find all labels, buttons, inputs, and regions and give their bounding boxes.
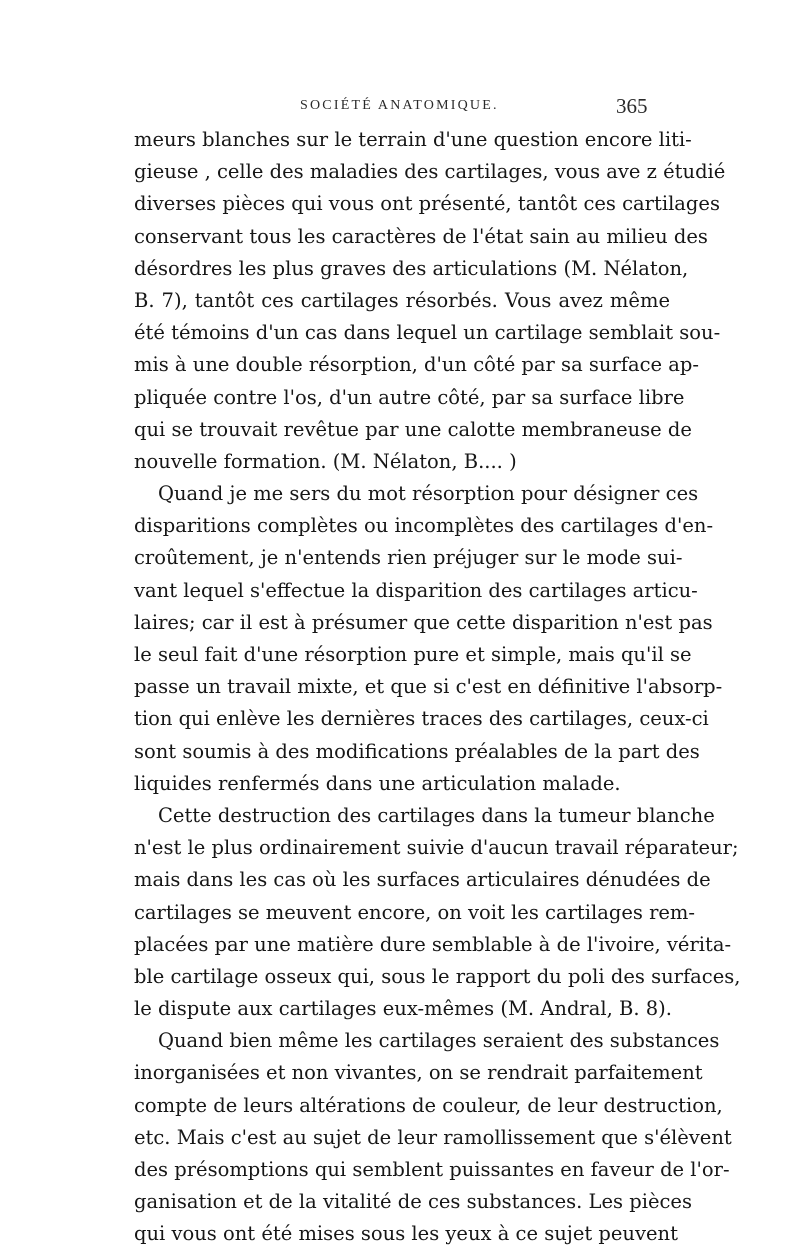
text-line: placées par une matière dure semblable à de l'ivoire, vérita- xyxy=(134,932,732,956)
text-line: B. 7), tantôt ces cartilages résorbés. Vous avez même xyxy=(134,288,670,312)
text-line: compte de leurs altérations de couleur, de leur destruction, xyxy=(134,1093,723,1117)
text-line: inorganisées et non vivantes, on se rendrait parfaitement xyxy=(134,1061,703,1085)
text-line: gieuse , celle des maladies des cartilages, vous ave z étudié xyxy=(134,160,726,184)
text-line: Cette destruction des cartilages dans la tumeur blanche xyxy=(158,803,715,827)
text-line: ble cartilage osseux qui, sous le rapport du poli des surfaces, xyxy=(134,964,741,988)
text-line: mis à une double résorption, d'un côté par sa surface ap- xyxy=(134,353,699,377)
text-line: laires; car il est à présumer que cette disparition n'est pas xyxy=(134,610,713,634)
text-line: n'est le plus ordinairement suivie d'aucun travail réparateur; xyxy=(134,836,739,860)
text-line: des présomptions qui semblent puissantes en faveur de l'or- xyxy=(134,1158,730,1181)
text-line: désordres les plus graves des articulations (M. Nélaton, xyxy=(134,256,689,280)
text-line: sont soumis à des modifications préalables de la part des xyxy=(134,739,700,763)
text-line: le dispute aux cartilages eux-mêmes (M. Andral, B. 8). xyxy=(134,997,672,1021)
text-line: nouvelle formation. (M. Nélaton, B.... ) xyxy=(134,449,517,473)
running-head xyxy=(0,94,800,124)
text-line: conservant tous les caractères de l'état sain au milieu des xyxy=(134,224,708,248)
text-line: mais dans les cas où les surfaces articulaires dénudées de xyxy=(134,868,711,892)
text-line: croûtement, je n'entends rien préjuger sur le mode sui- xyxy=(134,546,683,570)
text-line: cartilages se meuvent encore, on voit les cartilages rem- xyxy=(134,900,696,924)
text-line: qui vous ont été mises sous les yeux à ce sujet peuvent xyxy=(134,1222,678,1246)
page-number: 365 xyxy=(616,94,648,118)
text-line: meurs blanches sur le terrain d'une question encore liti- xyxy=(134,128,692,151)
text-line: etc. Mais c'est au sujet de leur ramollissement que s'élèvent xyxy=(134,1125,732,1149)
text-line: qui se trouvait revêtue par une calotte membraneuse de xyxy=(134,417,692,441)
text-line: tion qui enlève les dernières traces des cartilages, ceux-ci xyxy=(134,707,709,731)
text-line: passe un travail mixte, et que si c'est en définitive l'absorp- xyxy=(134,675,723,699)
text-line: vant lequel s'effectue la disparition des cartilages articu- xyxy=(134,578,698,602)
text-line: été témoins d'un cas dans lequel un cartilage semblait sou- xyxy=(134,321,721,345)
text-line: Quand bien même les cartilages seraient des substances xyxy=(158,1029,720,1053)
text-line: Quand je me sers du mot résorption pour désigner ces xyxy=(158,482,699,506)
text-line: diverses pièces qui vous ont présenté, tantôt ces cartilages xyxy=(134,192,720,216)
text-line: ganisation et de la vitalité de ces substances. Les pièces xyxy=(134,1190,692,1214)
text-line: disparitions complètes ou incomplètes des cartilages d'en- xyxy=(134,514,714,538)
text-line: le seul fait d'une résorption pure et simple, mais qu'il se xyxy=(134,643,692,666)
body-text xyxy=(134,124,741,1251)
text-line: liquides renfermés dans une articulation malade. xyxy=(134,771,621,795)
running-title: SOCIÉTÉ ANATOMIQUE. xyxy=(300,98,499,113)
text-line: pliquée contre l'os, d'un autre côté, par sa surface libre xyxy=(134,385,685,409)
